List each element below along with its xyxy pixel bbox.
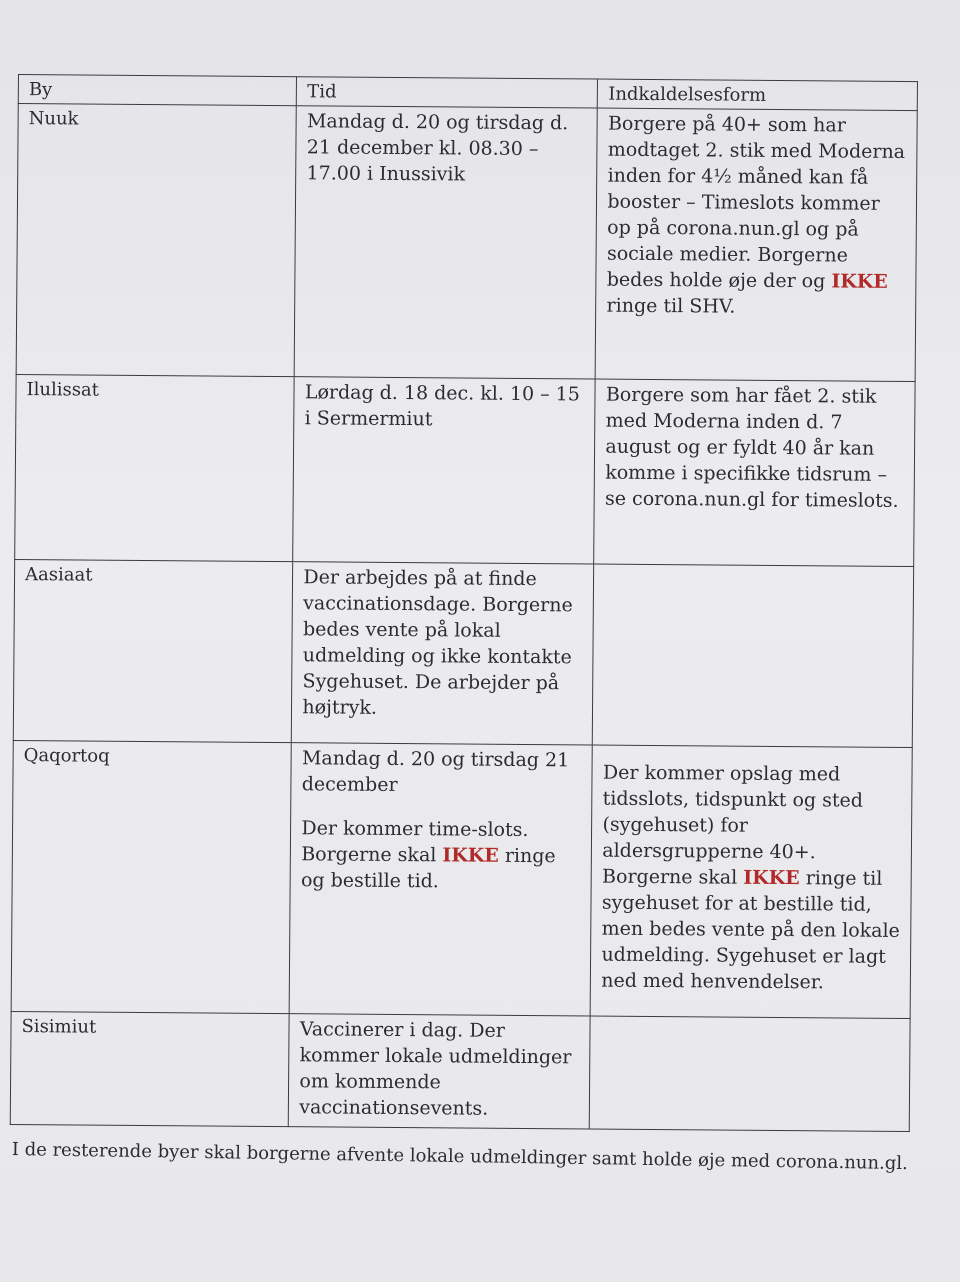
notice-text: ringe til SHV. [606,294,736,318]
time-cell [289,743,592,1016]
notice-text: ringe til sygehuset for at bestille tid, men bedes vente på den lokale udmelding. Sygehuset er lagt ned med henvendelser. [601,867,900,994]
notice-cell [590,1016,910,1132]
time-text: Der kommer time-slots. Borgerne skal [301,817,529,867]
notice-text: Borgere på 40+ som har modtaget 2. stik med Moderna inden for 4½ måned kan få booster – Timeslots kommer op på corona.nun.gl og på sociale medier. Borgerne bedes holde øje der og [606,112,906,293]
notice-cell [593,564,914,748]
time-cell: Vaccinerer i dag. Der kommer lokale udmeldinger om kommende vaccinationsevents. [289,1014,591,1129]
time-text: Mandag d. 20 og tirsdag 21 december [301,747,570,797]
city-cell: Ilulissat [15,374,295,561]
footer-note: I de resterende byer skal borgerne afvente lokale udmeldinger samt holde øje med corona.nun.gl. [11,1138,908,1175]
time-cell: Der arbejdes på at finde vaccinationsdage. Borgerne bedes vente på lokal udmelding og ikke kontakte Sygehuset. De arbejder på højtryk. [292,562,594,745]
header-by: By [18,75,297,106]
emphasis-text: IKKE [831,270,888,293]
city-cell: Nuuk [16,104,296,377]
time-cell: Lørdag d. 18 dec. kl. 10 – 15 i Sermermiut [293,377,595,564]
emphasis-text: IKKE [442,844,499,867]
notice-cell: Borgere som har fået 2. stik med Moderna inden d. 7 august og er fyldt 40 år kan komme i specifikke tidsrum – se corona.nun.gl for timeslots. [594,379,915,567]
header-tid: Tid [297,77,598,108]
table-row [11,740,912,1018]
city-cell: Aasiaat [13,559,293,742]
table-row [10,1011,910,1131]
time-text: ringe og bestille tid. [300,844,556,893]
header-indkaldelsesform: Indkaldelsesform [598,79,918,111]
vaccination-schedule-table [10,74,918,1132]
table-row [13,559,913,747]
notice-cell [596,108,918,382]
time-cell: Mandag d. 20 og tirsdag d. 21 december kl. 08.30 – 17.00 i Inussivik [294,106,597,379]
table-row [16,104,917,382]
notice-text: Der kommer opslag med tidsslots, tidspunkt og sted (sygehuset) for aldersgrupperne 40+. Borgerne skal [602,761,864,889]
city-cell: Qaqortoq [11,740,291,1013]
emphasis-text: IKKE [743,866,800,890]
notice-cell [591,745,913,1019]
city-cell: Sisimiut [10,1011,289,1126]
table-row [15,374,915,566]
